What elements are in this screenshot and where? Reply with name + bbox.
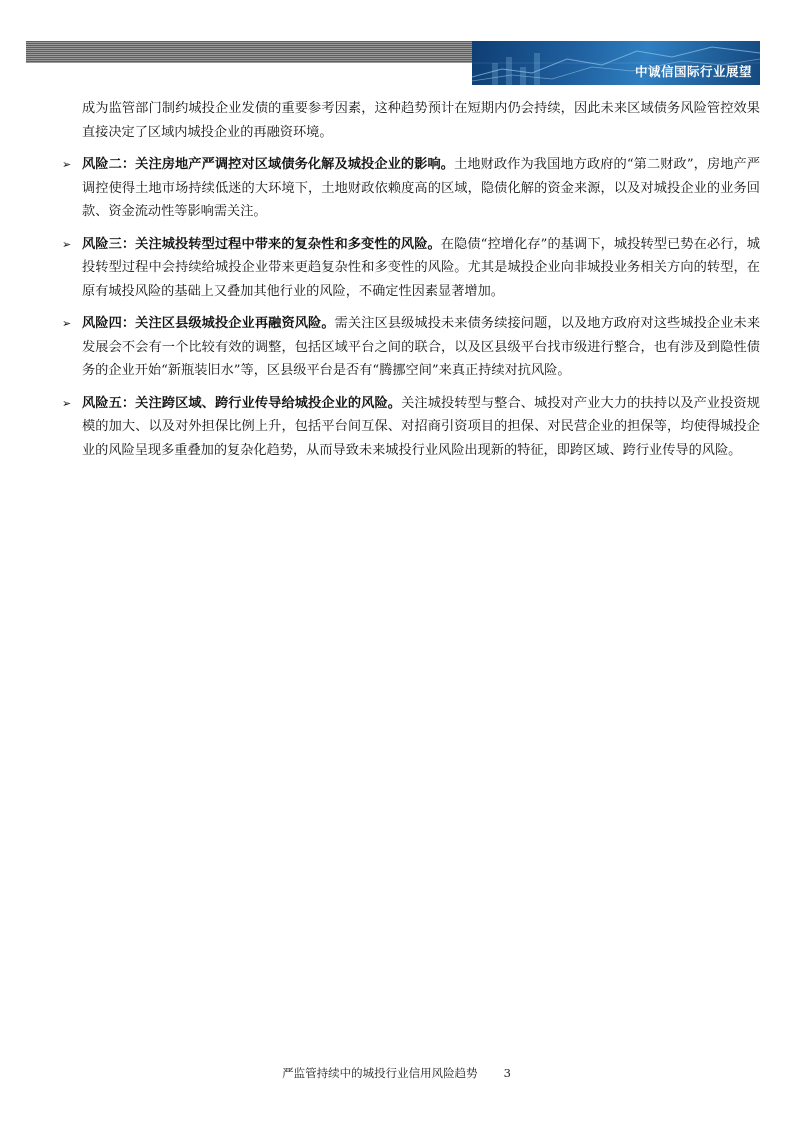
header-title: 中诚信国际行业展望 bbox=[634, 64, 752, 79]
arrow-bullet-icon: ➢ bbox=[62, 158, 72, 171]
page-footer bbox=[0, 1065, 793, 1081]
risk-item-3 bbox=[62, 233, 760, 304]
risk-body: 关注城投转型与整合、城投对产业大力的扶持以及产业投资规模的加大、以及对外担保比例上升，包括平台间互保、对招商引资项目的担保、对民营企业的担保等，均使得城投企业的风险呈现多重叠加的复杂化趋势，从而导致未来城投行业风险出现新的特征，即跨区域、跨行业传导的风险。 bbox=[82, 395, 760, 458]
risk-heading: 风险二：关注房地产严调控对区域债务化解及城投企业的影响。 bbox=[82, 157, 455, 172]
risk-heading: 风险五：关注跨区域、跨行业传导给城投企业的风险。 bbox=[82, 395, 402, 411]
header-stripe-bar bbox=[26, 41, 472, 63]
document-body bbox=[62, 97, 760, 471]
page-header bbox=[26, 41, 760, 85]
risk-heading: 风险三：关注城投转型过程中带来的复杂性和多变性的风险。 bbox=[82, 236, 441, 252]
risk-item-2 bbox=[62, 153, 760, 224]
risk-item-4 bbox=[62, 312, 760, 383]
intro-paragraph: 成为监管部门制约城投企业发债的重要参考因素，这种趋势预计在短期内仍会持续，因此未来区域债务风险管控效果直接决定了区域内城投企业的再融资环境。 bbox=[82, 101, 760, 140]
arrow-bullet-icon: ➢ bbox=[62, 317, 72, 330]
risk-body: 需关注区县级城投未来债务续接问题，以及地方政府对这些城投企业未来发展会不会有一个比较有效的调整，包括区域平台之间的联合，以及区县级平台找市级进行整合，也有涉及到隐性债务的企业开始“新瓶装旧水”等，区县级平台是否有“腾挪空间”来真正持续对抗风险。 bbox=[82, 316, 761, 378]
arrow-bullet-icon: ➢ bbox=[62, 237, 72, 251]
footer-title: 严监管持续中的城投行业信用风险趋势 bbox=[282, 1066, 478, 1080]
risk-item-5 bbox=[62, 392, 760, 463]
page-number: 3 bbox=[503, 1066, 511, 1080]
risk-body: 土地财政作为我国地方政府的“第二财政”，房地产严调控使得土地市场持续低迷的大环境下，土地财政依赖度高的区域，隐债化解的资金来源，以及对城投企业的业务回款、资金流动性等影响需关注。 bbox=[82, 157, 761, 219]
risk-body: 在隐债“控增化存”的基调下，城投转型已势在必行，城投转型过程中会持续给城投企业带来更趋复杂性和多变性的风险。尤其是城投企业向非城投业务相关方向的转型，在原有城投风险的基础上又叠加其他行业的风险，不确定性因素显著增加。 bbox=[82, 236, 760, 299]
arrow-bullet-icon: ➢ bbox=[62, 396, 72, 410]
header-banner bbox=[472, 41, 760, 85]
risk-heading: 风险四：关注区县级城投企业再融资风险。 bbox=[82, 316, 335, 331]
